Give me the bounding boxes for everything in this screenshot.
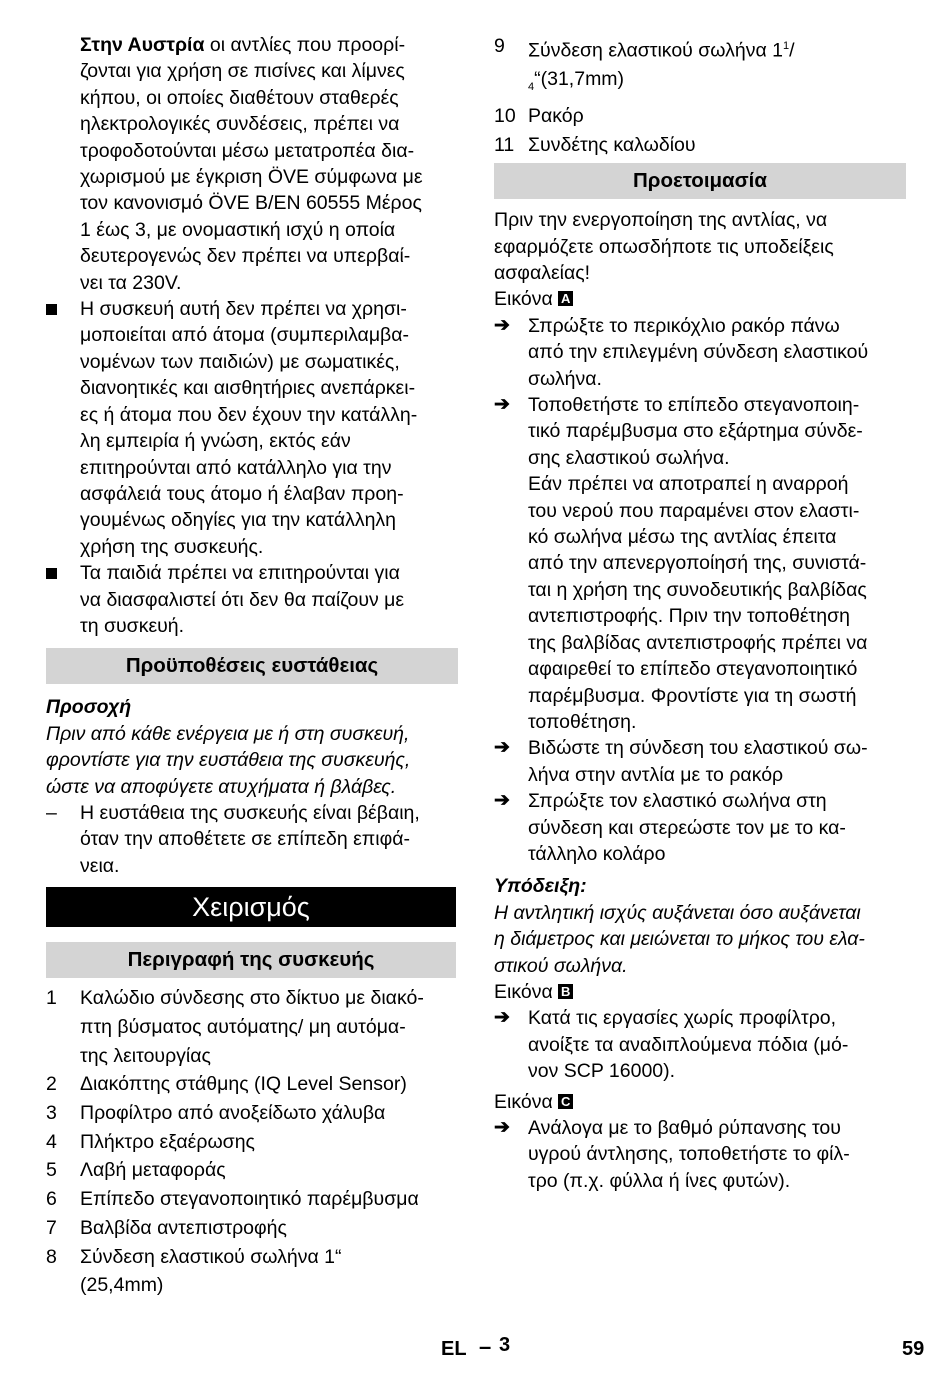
page-number: 59 [902,1338,925,1360]
hint-text [494,900,906,979]
arrow-right-icon: ➔ [494,1007,510,1029]
arrow-right-icon: ➔ [494,737,510,759]
figure-ref-a [494,286,906,312]
part-number: 9 [494,35,505,57]
austria-paragraph [46,32,458,296]
item-text [528,1115,906,1194]
figure-a-badge: A [558,291,573,306]
figure-ref-b [494,979,906,1005]
fraction-denominator: 4 [528,81,535,94]
part-item-3 [46,1099,458,1128]
part-item-11 [494,131,906,160]
text-line: μοποιείται από άτομα (συμπεριλαμβα- [80,324,410,347]
text-line: Σπρώξτε τον ελαστικό σωλήνα στη [528,790,827,813]
text-line: Πριν από κάθε ενέργεια με ή στη συσκευή, [46,722,410,745]
fraction-slash: / [789,39,795,62]
step-item [494,313,906,392]
square-bullet-icon [46,296,57,322]
item-text [528,788,906,867]
part-item-9 [494,32,906,102]
text-line: ται η χρήση της συνοδευτικής βαλβίδας [528,578,867,601]
arrow-right-icon: ➔ [494,394,510,416]
figure-ref-c [494,1089,906,1115]
part-text: Σύνδεση ελαστικού σωλήνα 1“ [80,1245,342,1268]
dash-item [46,800,458,879]
item-text [528,1005,906,1084]
text-line: Σπρώξτε το περικόχλιο ρακόρ πάνω [528,314,840,337]
text-line: 1 έως 3, με ονομαστική ισχύ η οποία [80,218,396,241]
part-item-7 [46,1214,458,1243]
text-line: από την απενεργοποίησή της, συνιστά- [528,552,867,575]
part-text: Διακόπτης στάθμης (IQ Level Sensor) [80,1073,407,1096]
item-text [80,296,458,560]
figure-label: Εικόνα [494,980,553,1003]
text-line: νον SCP 16000). [528,1060,676,1083]
text-line: αφαιρεθεί το επίπεδο στεγανοποιητικό [528,658,858,681]
text-line: ες ή άτομα που δεν έχουν την κατάλλη- [80,403,418,426]
part-item-5 [46,1156,458,1185]
part-item-6 [46,1185,458,1214]
text-line: χωρισμού με έγκριση ÖVE σύμφωνα με [80,166,423,189]
prep-intro [494,207,906,286]
text-line: Βιδώστε τη σύνδεση του ελαστικού σω- [528,737,868,760]
item-text [528,392,906,471]
text-line: σης ελαστικού σωλήνα. [528,446,730,469]
text-line: Κατά τις εργασίες χωρίς προφίλτρο, [528,1007,837,1030]
text-line: γουμένως οδηγίες για την κατάλληλη [80,509,397,532]
text-line: χρήση της συσκευής. [80,535,264,558]
hint-label: Υπόδειξη: [494,875,587,898]
text-line: ασφαλείας! [494,262,591,285]
text-line: Ανάλογα με το βαθμό ρύπανσης του [528,1117,841,1140]
step-item [494,788,906,867]
figure-label: Εικόνα [494,1090,553,1113]
text-line: της βαλβίδας αντεπιστροφής πρέπει να [528,631,868,654]
text-line: Η ευστάθεια της συσκευής είναι βέβαιη, [80,801,420,824]
text-line: του νερού που παραμένει στον ελαστι- [528,499,860,522]
text-line: λη εμπειρία ή γνώση, εκτός εάν [80,430,351,453]
bullet-list [46,296,458,639]
item-text [528,735,906,788]
text-line: δευτερογενώς δεν πρέπει να υπερβαί- [80,245,411,268]
part-number: 11 [494,133,515,156]
arrow-right-icon: ➔ [494,1117,510,1139]
description-heading: Περιγραφή της συσκευής [46,942,456,978]
text-line: ζονται για χρήση σε πισίνες και λίμνες [80,60,405,83]
step-item [494,1115,906,1194]
text-line: Η αντλητική ισχύς αυξάνεται όσο αυξάνεται [494,901,861,924]
text-line: νει τα 230V. [80,271,182,294]
text-line: εφαρμόζετε οπωσδήποτε τις υποδείξεις [494,235,834,258]
square-bullet-icon [46,560,57,586]
text-line: διανοητικές και αισθητήριες ανεπάρκει- [80,377,416,400]
part-text: (25,4mm) [80,1274,164,1297]
text-line: Η συσκευή αυτή δεν πρέπει να χρησι- [80,298,407,321]
footer-lang: EL [441,1338,467,1360]
right-column [494,32,906,1194]
part-text: Προφίλτρο από ανοξείδωτο χάλυβα [80,1102,386,1124]
part-item-10 [494,102,906,131]
text-line: φροντίστε για την ευστάθεια της συσκευής, [46,749,411,772]
part-number: 2 [46,1073,57,1096]
part-number: 1 [46,987,57,1010]
steps-figure-b [494,1005,906,1084]
dash-marker: – [46,801,57,824]
stability-heading: Προϋποθέσεις ευστάθειας [46,648,458,684]
text-line: σύνδεση και στερεώστε τον με το κα- [528,816,846,839]
text-line: οι αντλίες που προορί- [204,34,406,56]
part-number: 10 [494,104,516,127]
part-text: Σύνδεση ελαστικού σωλήνα 1 [528,39,784,62]
part-text: Ρακόρ [528,104,584,127]
dash-text [80,800,458,879]
part-text: Βαλβίδα αντεπιστροφής [80,1216,287,1239]
part-number: 7 [46,1216,57,1239]
text-line: Πριν την ενεργοποίηση της αντλίας, να [494,209,828,232]
text-line: Τα παιδιά πρέπει να επιτηρούνται για [80,562,400,585]
steps-figure-a-cont [494,735,906,867]
fraction-numerator: 1 [783,40,790,52]
caution-label: Προσοχή [46,696,132,719]
item-text [528,313,906,392]
part-item-4 [46,1128,458,1157]
part-item-2 [46,1070,458,1099]
backflow-note [494,471,906,735]
footer-section-page: 3 [499,1334,511,1356]
text-line: υγρού άντλησης, τοποθετήστε το φίλ- [528,1143,850,1166]
text-line: Τοποθετήστε το επίπεδο στεγανοποιη- [528,394,860,417]
part-text-cont: “(31,7mm) [534,68,625,91]
part-text: Συνδέτης καλωδίου [528,133,696,156]
text-line: ώστε να αποφύγετε ατυχήματα ή βλάβες. [46,775,397,798]
part-text: Καλώδιο σύνδεσης στο δίκτυο με διακό- [80,987,424,1010]
part-text: πτη βύσματος αυτόματης/ μη αυτόμα- [80,1015,406,1038]
text-line: να διασφαλιστεί ότι δεν θα παίζουν με [80,588,405,611]
text-line: τάλληλο κολάρο [528,842,666,865]
figure-c-badge: C [558,1094,573,1109]
text-line: λήνα στην αντλία με το ρακόρ [528,763,784,786]
text-line: νομένων των παιδιών) με σωματικές, [80,350,400,373]
arrow-right-icon: ➔ [494,314,510,336]
part-number: 3 [46,1102,57,1124]
part-text: της λειτουργίας [80,1044,211,1067]
item-text [80,560,458,639]
part-item-1 [46,984,458,1070]
text-line: στικού σωλήνα. [494,954,628,977]
steps-figure-c [494,1115,906,1194]
text-line: ασφάλειά τους άτομο ή έλαβαν προη- [80,482,404,505]
text-line: κήπου, οι οποίες διαθέτουν σταθερές [80,86,399,109]
text-line: τοποθέτηση. [528,710,637,733]
text-line: κό σωλήνα μέσω της αντλίας έπειτα [528,526,837,549]
figure-b-badge: B [558,984,573,999]
part-number: 4 [46,1130,57,1153]
text-line: τροφοδοτούνται μέσω μετατροπέα δια- [80,139,415,162]
text-line: η διάμετρος και μειώνεται το μήκος του ελα- [494,928,865,951]
text-line: όταν την αποθέτετε σε επίπεδη επιφά- [80,828,410,851]
text-line: αντεπιστροφής. Πριν την τοποθέτηση [528,605,850,628]
text-line: τρο (π.χ. φύλλα ή ίνες φυτών). [528,1169,791,1192]
part-number: 6 [46,1188,57,1211]
text-line: Εάν πρέπει να αποτραπεί η αναρροή [528,473,849,496]
text-line: από την επιλεγμένη σύνδεση ελαστικού [528,341,869,364]
part-text: Πλήκτρο εξαέρωσης [80,1130,255,1153]
text-line: νεια. [80,854,120,877]
caution-text [46,721,458,800]
text-line: σωλήνα. [528,367,602,390]
text-line: ανοίξτε τα αναδιπλούμενα πόδια (μό- [528,1033,849,1056]
step-item [494,735,906,788]
figure-label: Εικόνα [494,288,553,311]
step-item [494,1005,906,1084]
text-line: παρέμβυσμα. Φροντίστε για τη σωστή [528,684,857,707]
text-line: τον κανονισμό ÖVE B/EN 60555 Μέρος [80,192,422,215]
arrow-right-icon: ➔ [494,790,510,812]
part-text: Επίπεδο στεγανοποιητικό παρέμβυσμα [80,1188,419,1211]
bullet-item [46,560,458,639]
footer-dash: – [479,1334,492,1359]
austria-bold: Στην Αυστρία [80,34,205,56]
parts-list [46,984,458,1300]
prep-heading: Προετοιμασία [494,163,906,199]
text-line: ηλεκτρολογικές συνδέσεις, πρέπει να [80,113,400,136]
left-column [46,32,458,1300]
part-number: 8 [46,1245,57,1268]
operation-heading: Χειρισμός [46,887,456,927]
text-line: τικό παρέμβυσμα στο εξάρτημα σύνδε- [528,420,863,443]
step-item [494,392,906,471]
part-number: 5 [46,1159,57,1182]
part-item-8 [46,1243,458,1300]
text-line: επιτηρούνται από κατάλληλο για την [80,456,392,479]
bullet-item [46,296,458,560]
steps-figure-a [494,313,906,471]
part-text: Λαβή μεταφοράς [80,1159,226,1182]
text-line: τη συσκευή. [80,614,185,637]
